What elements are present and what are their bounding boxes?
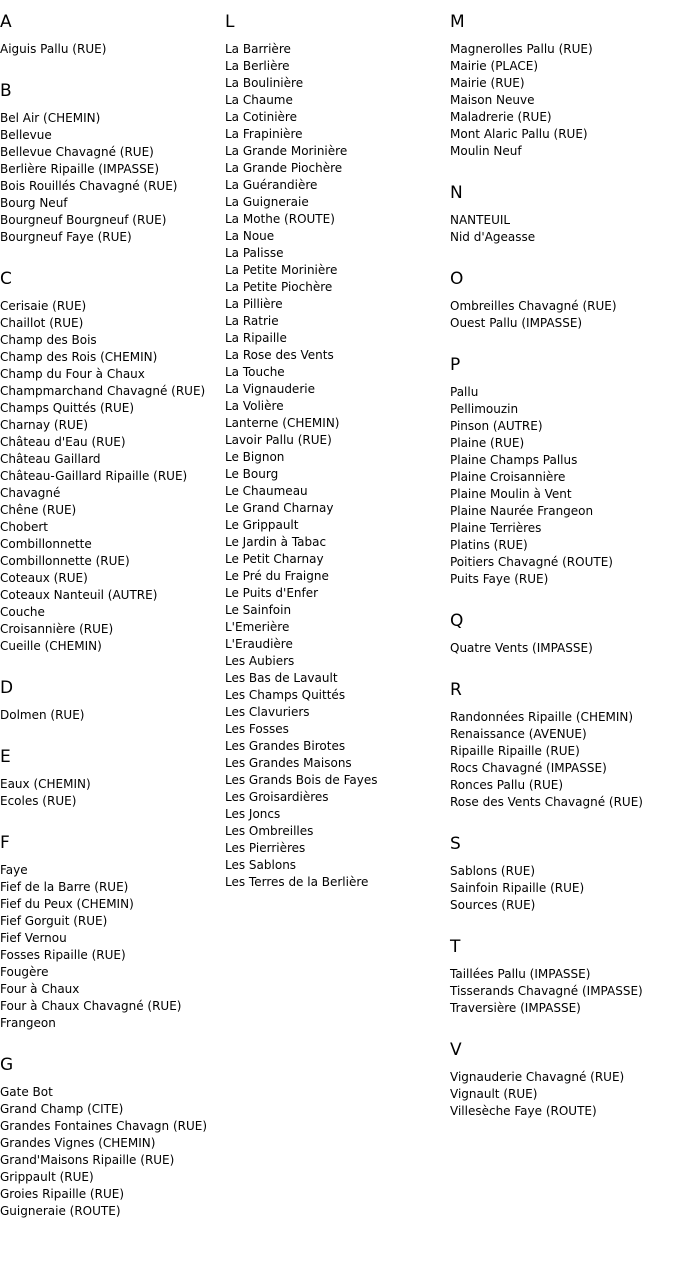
street-item: Puits Faye (RUE) — [450, 572, 549, 586]
street-item: Les Grands Bois de Fayes — [225, 773, 378, 787]
street-item: La Barrière — [225, 42, 291, 56]
street-item: Berlière Ripaille (IMPASSE) — [0, 162, 160, 176]
street-item: Combillonnette — [0, 537, 92, 551]
street-item: Le Grippault — [225, 518, 299, 532]
letter-section — [450, 1039, 675, 1120]
letter-section — [0, 11, 220, 58]
letter-section — [450, 354, 675, 588]
street-item: Fief Vernou — [0, 931, 67, 945]
street-item: Grippault (RUE) — [0, 1170, 94, 1184]
street-item: L'Eraudière — [225, 637, 293, 651]
street-item: Les Ombreilles — [225, 824, 314, 838]
street-item: Vignauderie Chavagné (RUE) — [450, 1070, 625, 1084]
street-item: La Berlière — [225, 59, 290, 73]
street-item: La Vignauderie — [225, 382, 315, 396]
letter-section — [450, 182, 675, 246]
street-item: Mairie (RUE) — [450, 76, 525, 90]
street-item: Grand Champ (CITE) — [0, 1102, 124, 1116]
street-item: Vignault (RUE) — [450, 1087, 538, 1101]
street-item: Moulin Neuf — [450, 144, 522, 158]
street-item: Plaine (RUE) — [450, 436, 525, 450]
street-item: Faye — [0, 863, 28, 877]
street-item: Grandes Fontaines Chavagn (RUE) — [0, 1119, 208, 1133]
street-item: Château-Gaillard Ripaille (RUE) — [0, 469, 188, 483]
street-item: Combillonnette (RUE) — [0, 554, 130, 568]
section-letter-heading: R — [450, 680, 462, 700]
street-list — [225, 41, 445, 891]
street-item: La Palisse — [225, 246, 284, 260]
street-item: Fief Gorguit (RUE) — [0, 914, 108, 928]
street-item: Champs Quittés (RUE) — [0, 401, 135, 415]
street-item: La Touche — [225, 365, 285, 379]
street-item: Rocs Chavagné (IMPASSE) — [450, 761, 607, 775]
street-item: Les Grandes Maisons — [225, 756, 352, 770]
street-list — [450, 863, 675, 914]
street-item: Pellimouzin — [450, 402, 519, 416]
street-item: Grandes Vignes (CHEMIN) — [0, 1136, 156, 1150]
street-item: Coteaux Nanteuil (AUTRE) — [0, 588, 158, 602]
section-letter-heading: L — [225, 12, 235, 32]
street-item: Les Clavuriers — [225, 705, 310, 719]
street-item: NANTEUIL — [450, 213, 511, 227]
street-item: Villesèche Faye (ROUTE) — [450, 1104, 597, 1118]
street-item: La Rose des Vents — [225, 348, 334, 362]
street-list — [450, 298, 675, 332]
street-item: Les Champs Quittés — [225, 688, 346, 702]
street-column-2 — [225, 0, 445, 891]
street-item: Bellevue — [0, 128, 52, 142]
street-item: Le Sainfoin — [225, 603, 292, 617]
street-item: Magnerolles Pallu (RUE) — [450, 42, 593, 56]
street-item: Champmarchand Chavagné (RUE) — [0, 384, 206, 398]
street-item: Ouest Pallu (IMPASSE) — [450, 316, 583, 330]
street-item: Champ des Bois — [0, 333, 97, 347]
section-letter-heading: A — [0, 12, 12, 32]
street-item: Sources (RUE) — [450, 898, 536, 912]
street-item: Cueille (CHEMIN) — [0, 639, 102, 653]
street-item: Grand'Maisons Ripaille (RUE) — [0, 1153, 175, 1167]
section-letter-heading: S — [450, 834, 461, 854]
street-item: Bel Air (CHEMIN) — [0, 111, 101, 125]
street-list — [450, 1069, 675, 1120]
street-item: Les Sablons — [225, 858, 297, 872]
street-item: La Guigneraie — [225, 195, 309, 209]
street-item: Plaine Terrières — [450, 521, 542, 535]
street-item: Mont Alaric Pallu (RUE) — [450, 127, 588, 141]
street-item: Champ du Four à Chaux — [0, 367, 145, 381]
street-list — [450, 966, 675, 1017]
street-item: Chaillot (RUE) — [0, 316, 84, 330]
street-item: Les Groisardières — [225, 790, 329, 804]
street-item: Les Grandes Birotes — [225, 739, 346, 753]
street-item: Gate Bot — [0, 1085, 53, 1099]
street-item: Maison Neuve — [450, 93, 535, 107]
street-column-1 — [0, 0, 220, 1220]
letter-section — [450, 833, 675, 914]
street-item: Le Grand Charnay — [225, 501, 334, 515]
street-item: Le Bourg — [225, 467, 279, 481]
section-letter-heading: G — [0, 1055, 14, 1075]
street-item: Lanterne (CHEMIN) — [225, 416, 340, 430]
letter-section — [0, 832, 220, 1032]
section-letter-heading: N — [450, 183, 463, 203]
street-item: L'Emerière — [225, 620, 290, 634]
street-item: Renaissance (AVENUE) — [450, 727, 587, 741]
street-item: Bourgneuf Faye (RUE) — [0, 230, 132, 244]
street-item: Fief du Peux (CHEMIN) — [0, 897, 134, 911]
street-item: Champ des Rois (CHEMIN) — [0, 350, 158, 364]
street-item: Quatre Vents (IMPASSE) — [450, 641, 593, 655]
street-item: Four à Chaux Chavagné (RUE) — [0, 999, 182, 1013]
street-item: La Noue — [225, 229, 275, 243]
street-item: Couche — [0, 605, 45, 619]
street-list — [450, 640, 675, 657]
street-item: Rose des Vents Chavagné (RUE) — [450, 795, 643, 809]
street-item: Les Terres de la Berlière — [225, 875, 369, 889]
street-item: La Grande Piochère — [225, 161, 343, 175]
street-item: Four à Chaux — [0, 982, 80, 996]
street-item: Château d'Eau (RUE) — [0, 435, 126, 449]
street-item: Bellevue Chavagné (RUE) — [0, 145, 154, 159]
letter-section — [0, 746, 220, 810]
street-list — [450, 384, 675, 588]
street-item: Bois Rouillés Chavagné (RUE) — [0, 179, 178, 193]
street-item: Chobert — [0, 520, 48, 534]
section-letter-heading: Q — [450, 611, 464, 631]
street-list — [0, 110, 220, 246]
street-item: Les Pierrières — [225, 841, 306, 855]
section-letter-heading: V — [450, 1040, 462, 1060]
street-item: La Petite Piochère — [225, 280, 333, 294]
street-item: Poitiers Chavagné (ROUTE) — [450, 555, 613, 569]
street-item: La Grande Morinière — [225, 144, 348, 158]
letter-section — [450, 936, 675, 1017]
street-item: Ombreilles Chavagné (RUE) — [450, 299, 617, 313]
section-letter-heading: C — [0, 269, 12, 289]
street-item: Château Gaillard — [0, 452, 101, 466]
street-item: Le Bignon — [225, 450, 285, 464]
letter-section — [225, 11, 445, 891]
section-letter-heading: B — [0, 81, 12, 101]
street-item: La Cotinière — [225, 110, 297, 124]
street-item: Chêne (RUE) — [0, 503, 77, 517]
street-item: Cerisaie (RUE) — [0, 299, 87, 313]
section-letter-heading: F — [0, 833, 10, 853]
street-item: Lavoir Pallu (RUE) — [225, 433, 332, 447]
street-item: La Chaume — [225, 93, 293, 107]
street-item: La Ripaille — [225, 331, 287, 345]
street-item: Tisserands Chavagné (IMPASSE) — [450, 984, 643, 998]
street-item: Bourg Neuf — [0, 196, 68, 210]
street-item: Ecoles (RUE) — [0, 794, 77, 808]
street-item: Plaine Croisannière — [450, 470, 566, 484]
street-item: Platins (RUE) — [450, 538, 528, 552]
street-item: Traversière (IMPASSE) — [450, 1001, 581, 1015]
street-item: La Pillière — [225, 297, 283, 311]
street-list — [450, 41, 675, 160]
street-item: La Petite Morinière — [225, 263, 338, 277]
letter-section — [450, 11, 675, 160]
street-item: Fosses Ripaille (RUE) — [0, 948, 126, 962]
street-item: Bourgneuf Bourgneuf (RUE) — [0, 213, 167, 227]
section-letter-heading: M — [450, 12, 465, 32]
street-list — [0, 776, 220, 810]
section-letter-heading: D — [0, 678, 14, 698]
street-item: Eaux (CHEMIN) — [0, 777, 91, 791]
street-item: La Frapinière — [225, 127, 303, 141]
street-item: Ripaille Ripaille (RUE) — [450, 744, 580, 758]
street-item: Le Pré du Fraigne — [225, 569, 329, 583]
street-item: La Boulinière — [225, 76, 304, 90]
street-item: Randonnées Ripaille (CHEMIN) — [450, 710, 634, 724]
street-item: Dolmen (RUE) — [0, 708, 85, 722]
street-item: Croisannière (RUE) — [0, 622, 114, 636]
street-column-3 — [450, 0, 675, 1120]
section-letter-heading: O — [450, 269, 464, 289]
street-list — [0, 707, 220, 724]
street-list — [450, 212, 675, 246]
street-list — [0, 298, 220, 655]
letter-section — [0, 677, 220, 724]
street-item: Frangeon — [0, 1016, 56, 1030]
street-item: Sablons (RUE) — [450, 864, 536, 878]
letter-section — [450, 610, 675, 657]
street-item: Plaine Moulin à Vent — [450, 487, 572, 501]
street-item: Les Aubiers — [225, 654, 295, 668]
street-item: Pallu — [450, 385, 479, 399]
street-item: Pinson (AUTRE) — [450, 419, 543, 433]
street-item: Plaine Champs Pallus — [450, 453, 578, 467]
street-item: Coteaux (RUE) — [0, 571, 88, 585]
street-item: Le Chaumeau — [225, 484, 308, 498]
street-item: Charnay (RUE) — [0, 418, 89, 432]
street-list — [0, 862, 220, 1032]
street-item: Taillées Pallu (IMPASSE) — [450, 967, 591, 981]
letter-section — [450, 268, 675, 332]
street-item: Nid d'Ageasse — [450, 230, 536, 244]
street-list — [0, 41, 220, 58]
street-item: Guigneraie (ROUTE) — [0, 1204, 121, 1218]
street-item: Le Petit Charnay — [225, 552, 324, 566]
street-item: La Guérandière — [225, 178, 318, 192]
letter-section — [450, 679, 675, 811]
street-item: La Mothe (ROUTE) — [225, 212, 335, 226]
street-item: Aiguis Pallu (RUE) — [0, 42, 107, 56]
street-item: Fougère — [0, 965, 49, 979]
street-item: Fief de la Barre (RUE) — [0, 880, 129, 894]
street-item: Le Jardin à Tabac — [225, 535, 327, 549]
street-item: Les Fosses — [225, 722, 289, 736]
section-letter-heading: P — [450, 355, 461, 375]
street-item: Mairie (PLACE) — [450, 59, 539, 73]
letter-section — [0, 80, 220, 246]
street-item: La Ratrie — [225, 314, 279, 328]
street-item: Ronces Pallu (RUE) — [450, 778, 563, 792]
street-item: La Volière — [225, 399, 284, 413]
section-letter-heading: T — [450, 937, 461, 957]
letter-section — [0, 1054, 220, 1220]
street-list — [450, 709, 675, 811]
street-item: Plaine Naurée Frangeon — [450, 504, 594, 518]
street-item: Maladrerie (RUE) — [450, 110, 552, 124]
street-item: Groies Ripaille (RUE) — [0, 1187, 125, 1201]
section-letter-heading: E — [0, 747, 11, 767]
street-item: Les Bas de Lavault — [225, 671, 338, 685]
street-item: Chavagné — [0, 486, 61, 500]
street-item: Sainfoin Ripaille (RUE) — [450, 881, 585, 895]
letter-section — [0, 268, 220, 655]
street-item: Les Joncs — [225, 807, 281, 821]
street-item: Le Puits d'Enfer — [225, 586, 319, 600]
street-list — [0, 1084, 220, 1220]
